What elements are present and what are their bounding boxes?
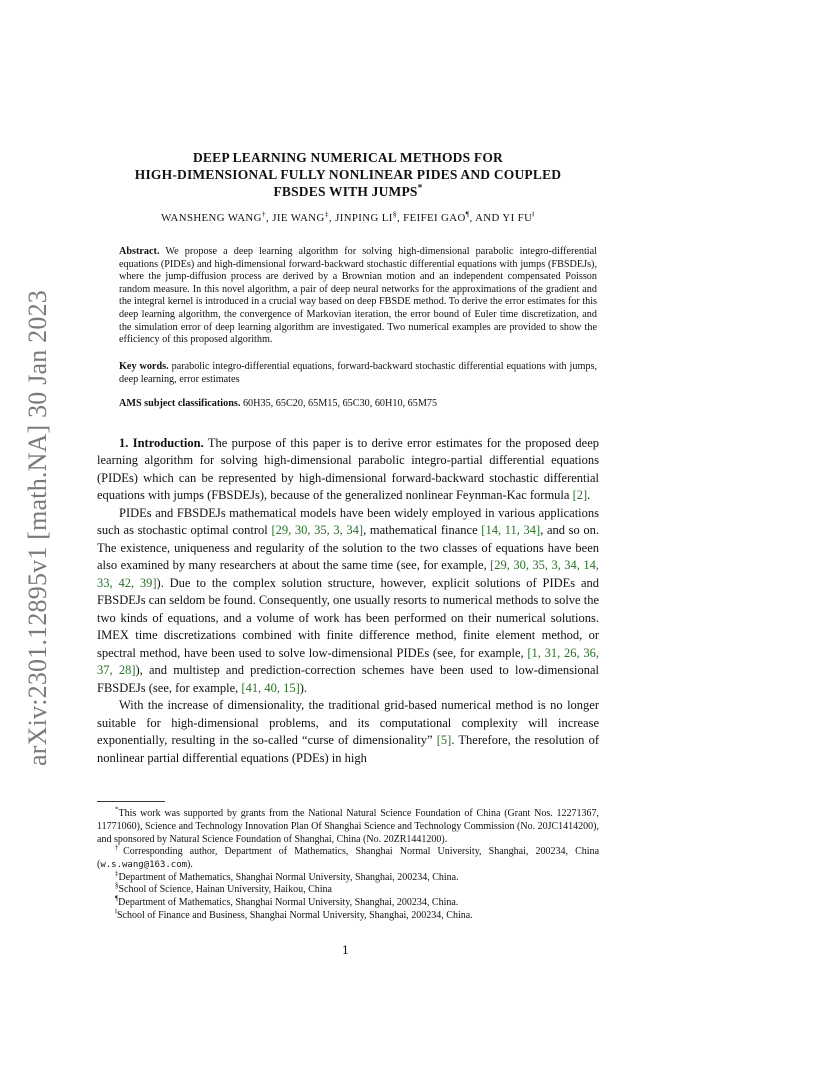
author-name: JIE WANG xyxy=(272,212,325,224)
author-name: WANSHENG WANG xyxy=(161,212,262,224)
keywords-label: Key words. xyxy=(119,360,169,372)
author-list: WANSHENG WANG†, JIE WANG‡, JINPING LI§, FEIFEI GAO¶, AND YI FU‖ xyxy=(161,209,535,224)
abstract-text: We propose a deep learning algorithm for solving high-dimensional parabolic integro-differential equations (PIDEs) and high-dimensional forward-backward stochastic differential equations with jumps (FBSDEJs), where the jump-diffusion process are derived by a Brownian motion and an independent compensated Poisson random measure. In this novel algorithm, a pair of deep neural networks for the approximations of the gradient and the integral kernel is introduced in a crucial way based on deep FBSDE method. To derive the error estimates for this deep learning algorithm, the convergence of Markovian iteration, the error bound of Euler time discretization, and the simulation error of deep learning algorithm are investigated. Two numerical examples are provided to show the efficiency of this proposed algorithm. xyxy=(119,246,597,346)
abstract xyxy=(97,246,599,347)
page-number: 1 xyxy=(342,944,349,957)
paper-page xyxy=(97,145,599,923)
citation-link[interactable]: [5] xyxy=(436,733,452,748)
intro-paragraph-1: 1. Introduction. The purpose of this paper is to derive error estimates for the proposed deep learning algorithm for solving high-dimensional parabolic integro-partial differential equations (PIDEs) which can be represented by high-dimensional forward-backward stochastic differential equations with jumps (FBSDEJs), because of the generalized nonlinear Feynman-Kac formula [2]. xyxy=(97,435,600,503)
section-heading: 1. Introduction. xyxy=(119,435,204,450)
intro-paragraph-3: With the increase of dimensionality, the traditional grid-based numerical method is no longer suitable for high-dimensional problems, and its computational complexity will increase exponentially, resulting in the so-called “curse of dimensionality” [5]. Therefore, the resolution of nonlinear partial differential equations (PDEs) in high xyxy=(97,698,599,765)
title-line-2: HIGH-DIMENSIONAL FULLY NONLINEAR PIDES AND COUPLED xyxy=(134,167,562,182)
footnote: §School of Science, Hainan University, Haikou, China xyxy=(115,882,332,896)
footnote: †Corresponding author, Department of Mathematics, Shanghai Normal University, Shanghai, 200234, China (w.s.wang@163.com). xyxy=(97,844,600,871)
citation-link[interactable]: [2] xyxy=(572,488,588,503)
keywords xyxy=(97,360,599,386)
footnote: ‡Department of Mathematics, Shanghai Normal University, Shanghai, 200234, China. xyxy=(115,869,459,883)
ams-label: AMS subject classifications. xyxy=(119,397,241,409)
citation-link[interactable]: [29, 30, 35, 3, 34, 14, 33, 42, 39] xyxy=(97,558,599,590)
paper-title xyxy=(97,145,599,200)
author-name: FEIFEI GAO xyxy=(403,212,466,224)
citation-link[interactable]: [1, 31, 26, 36, 37, 28] xyxy=(97,645,599,678)
footnote: *This work was supported by grants from the National Natural Science Foundation of China (Grant Nos. 12271367, 11771060), Science and Technology Innovation Plan Of Shanghai Science and Technology Commission (No. 20JC1414200), and sponsored by Natural Science Foundation of Shanghai, China (No. 20ZR1441200). xyxy=(97,805,599,845)
footnotes xyxy=(97,805,600,922)
introduction-section xyxy=(97,435,599,768)
footnote-divider xyxy=(97,801,165,802)
title-line-1: DEEP LEARNING NUMERICAL METHODS FOR xyxy=(192,150,504,165)
footnote: ¶Department of Mathematics, Shanghai Normal University, Shanghai, 200234, China. xyxy=(115,894,459,909)
ams-classifications xyxy=(97,398,599,409)
abstract-label: Abstract. xyxy=(119,246,160,257)
keywords-text: parabolic integro-differential equations, forward-backward stochastic differential equations with jumps, deep learning, error estimates xyxy=(119,360,598,385)
author-name: YI FU xyxy=(502,212,533,224)
arxiv-identifier: arXiv:2301.12895v1 [math.NA] 30 Jan 2023 xyxy=(23,290,52,766)
ams-text: 60H35, 65C20, 65M15, 65C30, 60H10, 65M75 xyxy=(242,397,438,409)
citation-link[interactable]: [41, 40, 15] xyxy=(241,680,300,695)
author-email[interactable]: w.s.wang@163.com xyxy=(100,860,188,871)
author-name: JINPING LI xyxy=(335,212,393,224)
footnote: ‖School of Finance and Business, Shanghai Normal University, Shanghai, 200234, China. xyxy=(115,907,473,921)
arxiv-side-stamp xyxy=(18,272,58,784)
intro-paragraph-2: PIDEs and FBSDEJs mathematical models have been widely employed in various applications such as stochastic optimal control [29, 30, 35, 3, 34], mathematical finance [14, 11, 34], and so on. The existence, uniqueness and regularity of the solution to the two classes of equations have been also examined by many researchers at about the same time (see, for example, [29, 30, 35, 3, 34, 14, 33, 42, 39]). Due to the complex solution structure, however, explicit solutions of PIDEs and FBSDEJs can seldom be found. Consequently, one usually resorts to numerical methods to solve the two kinds of equations, and a volume of work has been performed on their numerical solutions. IMEX time discretizations combined with finite difference method, finite element method, or spectral method, have been used to solve low-dimensional PIDEs (see, for example, [1, 31, 26, 36, 37, 28]), and multistep and prediction-correction schemes have been used to low-dimensional FBSDEJs (see, for example, [41, 40, 15]). xyxy=(97,505,600,695)
citation-link[interactable]: [29, 30, 35, 3, 34] xyxy=(271,523,364,538)
title-footnote-mark: * xyxy=(417,183,423,194)
title-line-3: FBSDES WITH JUMPS* xyxy=(273,183,423,199)
citation-link[interactable]: [14, 11, 34] xyxy=(481,523,541,538)
